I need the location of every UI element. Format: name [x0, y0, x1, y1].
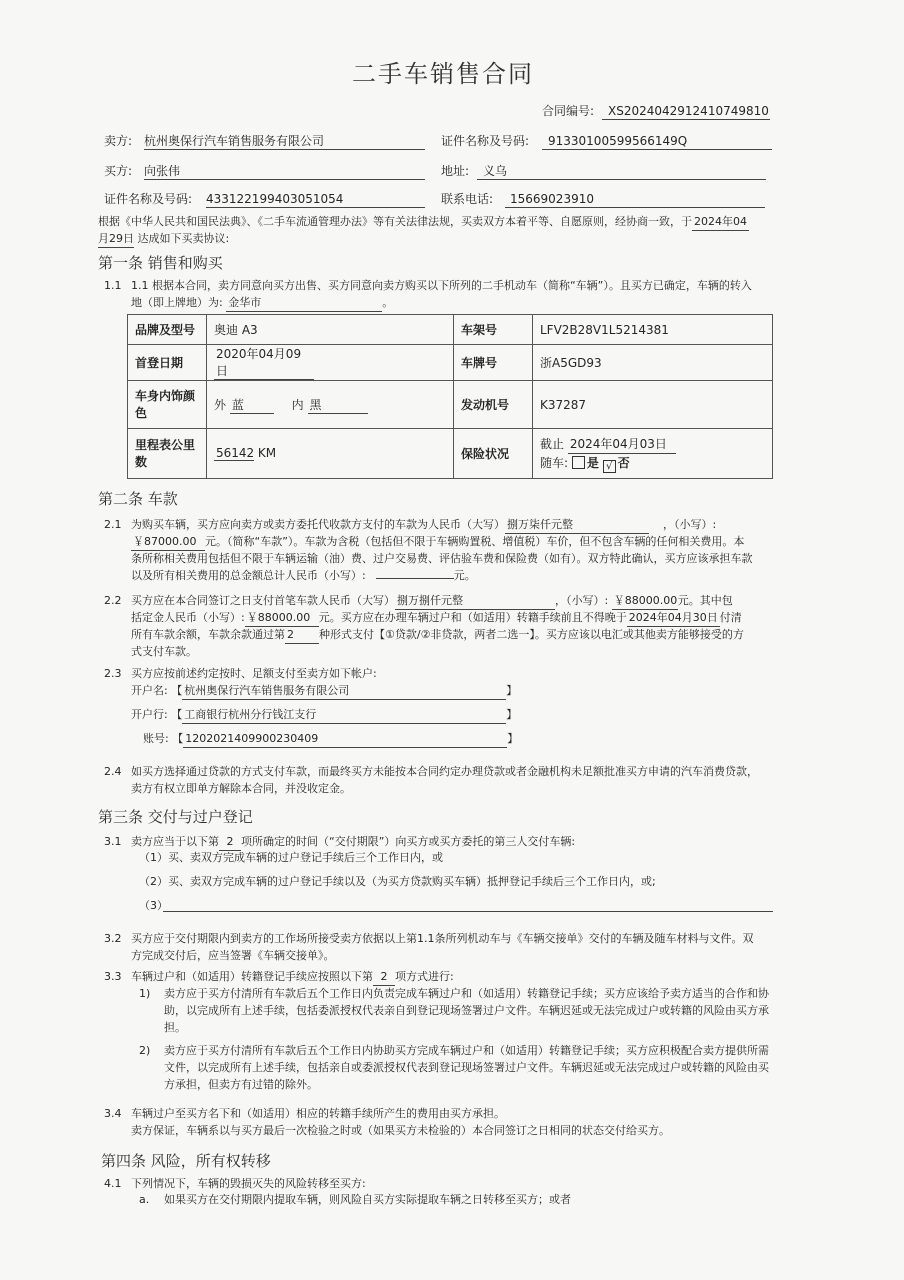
clause-2-1-num: 2.1 [104, 518, 122, 531]
mileage-key: 里程表公里数 [128, 429, 207, 479]
seller-name: 杭州奥保行汽车销售服务有限公司 [144, 133, 425, 150]
clause-2-2-num: 2.2 [104, 594, 122, 607]
inner-color: 黑 [308, 396, 368, 414]
clause-3-3-line1: 车辆过户和（如适用）转籍登记手续应按照以下第 2 项方式进行: [131, 969, 454, 986]
vehicle-table [127, 314, 773, 479]
vin-key: 车架号 [454, 315, 533, 345]
account-no-row: 账号: 【 1202021409900230409 】 [143, 731, 518, 748]
clause-2-2-line2: 括定金人民币（小写）: ￥88000.00 元。买方应在办理车辆过户和（如适用）转籍手续前且不得晚于 2024年04月30日 付清 [131, 610, 742, 627]
insurance-no-checkbox: √ [603, 460, 616, 473]
delivery-option: 2 [219, 834, 241, 851]
deposit-amount: ￥88000.00 [245, 610, 319, 627]
article-1-heading: 第一条 销售和购买 [98, 254, 223, 272]
price-amount: ￥87000.00 [131, 534, 205, 551]
buyer-name: 向张伟 [144, 163, 425, 180]
buyer-id-label: 证件名称及号码: [104, 192, 193, 206]
first-payment-words: 捌万捌仟元整 [395, 593, 555, 610]
intro-line2: 月29日 达成如下买卖协议: [98, 231, 229, 248]
clause-3-1-opt2: （2）买、卖双方完成车辆的过户登记手续以及（为买方贷款购买车辆）抵押登记手续后三个工作日内，或; [139, 875, 656, 888]
clause-2-2-line1: 买方应在本合同签订之日支付首笔车款人民币（大写） 捌万捌仟元整 ，（小写）: ￥88000.00元。其中包 [131, 593, 733, 610]
clause-3-2-line2: 方完成交付后，应当签署《车辆交接单》。 [131, 949, 335, 962]
insurance-until: 2024年04月03日 [568, 435, 676, 454]
insurance-cell: 截止 2024年04月03日 随车: 是 √ 否 [533, 429, 773, 479]
clause-2-3-line1: 买方应按前述约定按时、足额支付至卖方如下帐户: [131, 667, 377, 680]
address-label: 地址: [441, 164, 470, 178]
first-payment-amount: ￥88000.00 [612, 593, 678, 610]
clause-2-1-line3: 条所称相关费用包括但不限于车辆运输（油）费、过户交易费、评估验车费和保险费（如有）。双方特此确认，买方应该承担车款 [131, 552, 753, 565]
contract-no: XS2024042912410749810 [602, 103, 770, 120]
clause-1-1-line2: 地（即上牌地）为: 金华市 。 [131, 295, 393, 312]
outer-color: 蓝 [230, 396, 274, 414]
insurance-key: 保险状况 [454, 429, 533, 479]
clause-1-1-line1: 1.1 根据本合同，卖方同意向买方出售、买方同意向卖方购买以下所列的二手机动车（简称“车辆”）。且买方已确定，车辆的转入 [131, 279, 752, 292]
intro-date-a: 2024年04 [692, 214, 749, 231]
clause-3-1-opt3: （3） [139, 899, 168, 912]
clause-4-1-a-text: 如果买方在交付期限内提取车辆，则风险自买方实际提取车辆之日转移至买方；或者 [164, 1193, 571, 1206]
article-2-heading: 第二条 车款 [98, 490, 178, 508]
payment-way: 2 [285, 627, 319, 644]
brand-key: 品牌及型号 [128, 315, 207, 345]
clause-3-4-num: 3.4 [104, 1107, 122, 1120]
reg-date-value: 2020年04月09日 [214, 345, 314, 380]
clause-4-1-a-num: a. [139, 1193, 150, 1206]
intro-text: 根据《中华人民共和国民法典》、《二手车流通管理办法》等有关法律法规，买卖双方本着平等、自愿原则，经协商一致，于 2024年04 [98, 214, 749, 231]
clause-3-1-opt3-blank [163, 911, 773, 912]
clause-2-3-num: 2.3 [104, 667, 122, 680]
vin-value: LFV2B28V1L5214381 [533, 315, 773, 345]
contract-no-label: 合同编号: [542, 104, 595, 118]
account-name: 杭州奥保行汽车销售服务有限公司 [182, 683, 506, 700]
clause-3-4-line2: 卖方保证，车辆系以与买方最后一次检验之时或（如果买方未检验的）本合同签订之日相同的状态交付给买方。 [131, 1124, 670, 1137]
buyer-label: 买方: [104, 164, 133, 178]
price-in-words: 捌万柒仟元整 [505, 517, 649, 534]
clause-3-3-2-text: 卖方应于买方付清所有车款后五个工作日内协助买方完成车辆过户和（如适用）转籍登记手续；买方应积极配合卖方提供所需文件，以完成所有上述手续，包括亲自或委派授权代表到登记现场签署过户文件。车辆迟延或无法完成过户或转籍的风险由买方承担，但卖方有过错的除外。 [164, 1044, 769, 1091]
reg-date-key: 首登日期 [128, 345, 207, 381]
transfer-option: 2 [373, 969, 395, 986]
bank-row: 开户行: 【 工商银行杭州分行钱江支行 】 [131, 707, 517, 724]
engine-value: K37287 [533, 381, 773, 429]
phone-label: 联系电话: [441, 192, 494, 206]
clause-3-1-num: 3.1 [104, 835, 122, 848]
clause-2-1-line1: 为购买车辆，买方应向卖方或卖方委托代收款方支付的车款为人民币（大写） 捌万柒仟元整 ，（小写）: [131, 517, 716, 534]
clause-2-2-line4: 式支付车款。 [131, 645, 197, 658]
reg-date-cell [207, 345, 454, 381]
article-3-heading: 第三条 交付与过户登记 [98, 808, 253, 826]
clause-3-4-line1: 车辆过户至买方名下和（如适用）相应的转籍手续所产生的费用由买方承担。 [131, 1107, 505, 1120]
total-amount-blank [376, 578, 454, 579]
clause-2-4-num: 2.4 [104, 765, 122, 778]
clause-4-1-line1: 下列情况下，车辆的毁损灭失的风险转移至买方: [131, 1177, 366, 1190]
mileage-cell: 56142 KM [207, 429, 454, 479]
seller-label: 卖方: [104, 134, 133, 148]
engine-key: 发动机号 [454, 381, 533, 429]
clause-2-4-line1: 如买方选择通过贷款的方式支付车款，而最终买方未能按本合同约定办理贷款或者金融机构未足额批准买方申请的汽车消费贷款， [131, 765, 758, 778]
clause-3-1-opt1: （1）买、卖双方完成车辆的过户登记手续后三个工作日内，或 [139, 851, 443, 864]
clause-3-3-num: 3.3 [104, 970, 122, 983]
intro-date-b: 月29日 [98, 231, 134, 248]
clause-2-2-line3: 所有车款余额，车款余款通过第 2 种形式支付【①贷款/②非贷款，两者二选一】。买方应该以电汇或其他卖方能够接受的方 [131, 627, 744, 644]
color-key: 车身内饰颜色 [128, 381, 207, 429]
buyer-phone: 15669023910 [505, 191, 765, 208]
brand-value: 奥迪 A3 [207, 315, 454, 345]
buyer-address: 义乌 [477, 163, 766, 180]
clause-4-1-num: 4.1 [104, 1177, 122, 1190]
page-title: 二手车销售合同 [352, 60, 534, 88]
insurance-yes-checkbox [572, 456, 585, 469]
clause-2-1-line4: 以及所有相关费用的总金额总计人民币（小写）: 元。 [131, 569, 476, 582]
clause-2-1-line2: ￥87000.00 元。（简称“车款”）。车款为含税（包括但不限于车辆购置税、增值税）车价，但不包含车辆的任何相关费用。本 [131, 534, 744, 551]
clause-1-1-num: 1.1 [104, 279, 122, 292]
account-name-row: 开户名: 【 杭州奥保行汽车销售服务有限公司 】 [131, 683, 517, 700]
color-cell: 外 蓝 内 黑 [207, 381, 454, 429]
seller-id: 91330100599566149Q [542, 133, 772, 150]
plate-value: 浙A5GD93 [533, 345, 773, 381]
clause-3-2-line1: 买方应于交付期限内到卖方的工作场所接受卖方依据以上第1.1条所列机动车与《车辆交接单》交付的车辆及随车材料与文件。双 [131, 932, 754, 945]
clause-3-3-1-num: 1) [139, 987, 151, 1000]
transfer-place: 金华市 [226, 295, 382, 312]
buyer-id: 433122199403051054 [206, 191, 425, 208]
account-no: 1202021409900230409 [183, 731, 507, 748]
mileage-value: 56142 [216, 446, 255, 460]
bank-name: 工商银行杭州分行钱江支行 [182, 707, 506, 724]
balance-due-date: 2024年04月30日 [627, 610, 720, 627]
clause-2-4-line2: 卖方有权立即单方解除本合同，并没收定金。 [131, 782, 351, 795]
clause-3-1-line1: 卖方应当于以下第 2 项所确定的时间（“交付期限”）向买方或买方委托的第三人交付车辆: [131, 834, 575, 851]
clause-3-3-2-num: 2) [139, 1044, 151, 1057]
clause-3-3-1-text: 卖方应于买方付清所有车款后五个工作日内负责完成车辆过户和（如适用）转籍登记手续；买方应该给予卖方适当的合作和协助，以完成所有上述手续，包括委派授权代表亲自到登记现场签署过户文件。车辆迟延或无法完成过户或转籍的风险由买方承担。 [164, 987, 769, 1034]
article-4-heading: 第四条 风险，所有权转移 [101, 1152, 271, 1170]
seller-id-label: 证件名称及号码: [441, 134, 530, 148]
plate-key: 车牌号 [454, 345, 533, 381]
clause-3-2-num: 3.2 [104, 932, 122, 945]
